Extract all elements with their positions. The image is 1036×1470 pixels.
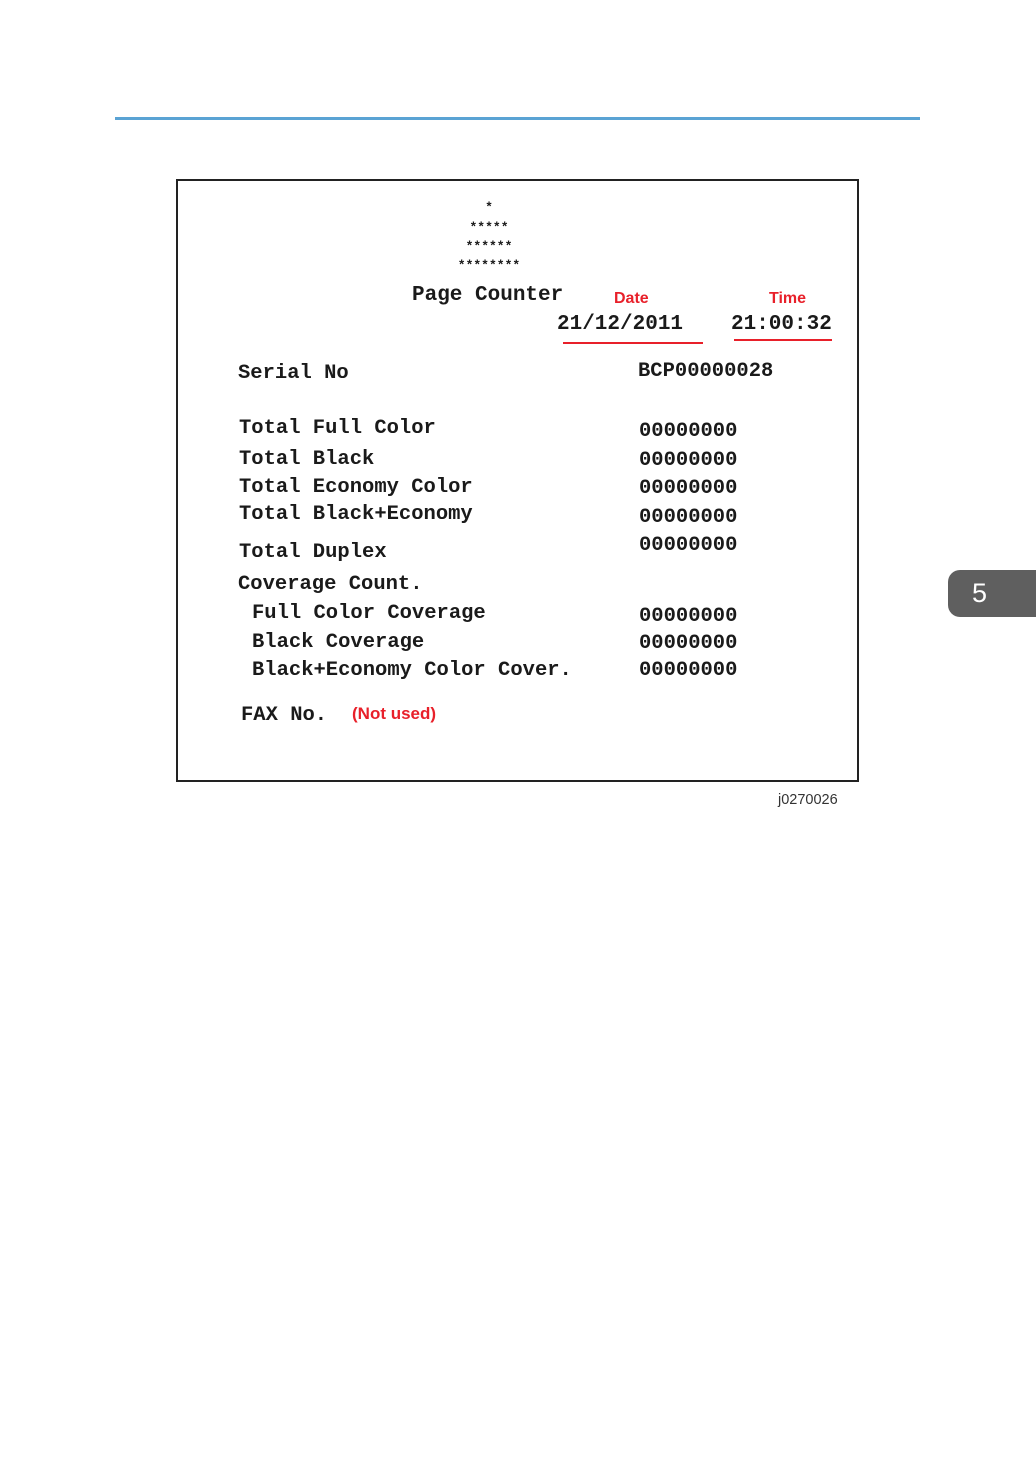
row-value: 00000000 bbox=[639, 449, 738, 472]
date-value: 21/12/2011 bbox=[557, 313, 684, 336]
coverage-row-value: 00000000 bbox=[639, 605, 738, 628]
row-label: Total Economy Color bbox=[239, 476, 473, 499]
serial-label: Serial No bbox=[238, 362, 349, 385]
time-value: 21:00:32 bbox=[731, 313, 832, 336]
row-label: Total Duplex bbox=[239, 541, 387, 564]
star-row-3: ****** bbox=[465, 239, 513, 254]
coverage-row-label: Black Coverage bbox=[252, 631, 425, 654]
time-underline bbox=[734, 339, 832, 341]
report-title: Page Counter bbox=[412, 284, 564, 307]
row-value: 00000000 bbox=[639, 420, 738, 443]
header-rule bbox=[115, 117, 920, 120]
row-value: 00000000 bbox=[639, 534, 738, 557]
coverage-row-value: 00000000 bbox=[639, 632, 738, 655]
row-label: Total Full Color bbox=[239, 417, 436, 440]
fax-label: FAX No. bbox=[241, 704, 328, 727]
row-value: 00000000 bbox=[639, 477, 738, 500]
coverage-heading: Coverage Count. bbox=[238, 573, 423, 596]
serial-value: BCP00000028 bbox=[638, 360, 774, 383]
star-row-1: * bbox=[485, 200, 493, 215]
row-value: 00000000 bbox=[639, 506, 738, 529]
row-label: Total Black+Economy bbox=[239, 503, 473, 526]
date-underline bbox=[563, 342, 703, 344]
time-annotation: Time bbox=[769, 290, 807, 307]
coverage-row-label: Black+Economy Color Cover. bbox=[252, 659, 572, 682]
figure-id: j0270026 bbox=[778, 792, 838, 808]
fax-not-used-note: (Not used) bbox=[352, 704, 437, 723]
coverage-row-label: Full Color Coverage bbox=[252, 602, 486, 625]
star-row-4: ******** bbox=[457, 258, 521, 273]
row-label: Total Black bbox=[239, 448, 375, 471]
page-counter-report-figure bbox=[176, 179, 859, 782]
star-row-2: ***** bbox=[469, 220, 509, 235]
date-annotation: Date bbox=[614, 290, 649, 307]
coverage-row-value: 00000000 bbox=[639, 659, 738, 682]
chapter-tab: 5 bbox=[948, 570, 1036, 617]
